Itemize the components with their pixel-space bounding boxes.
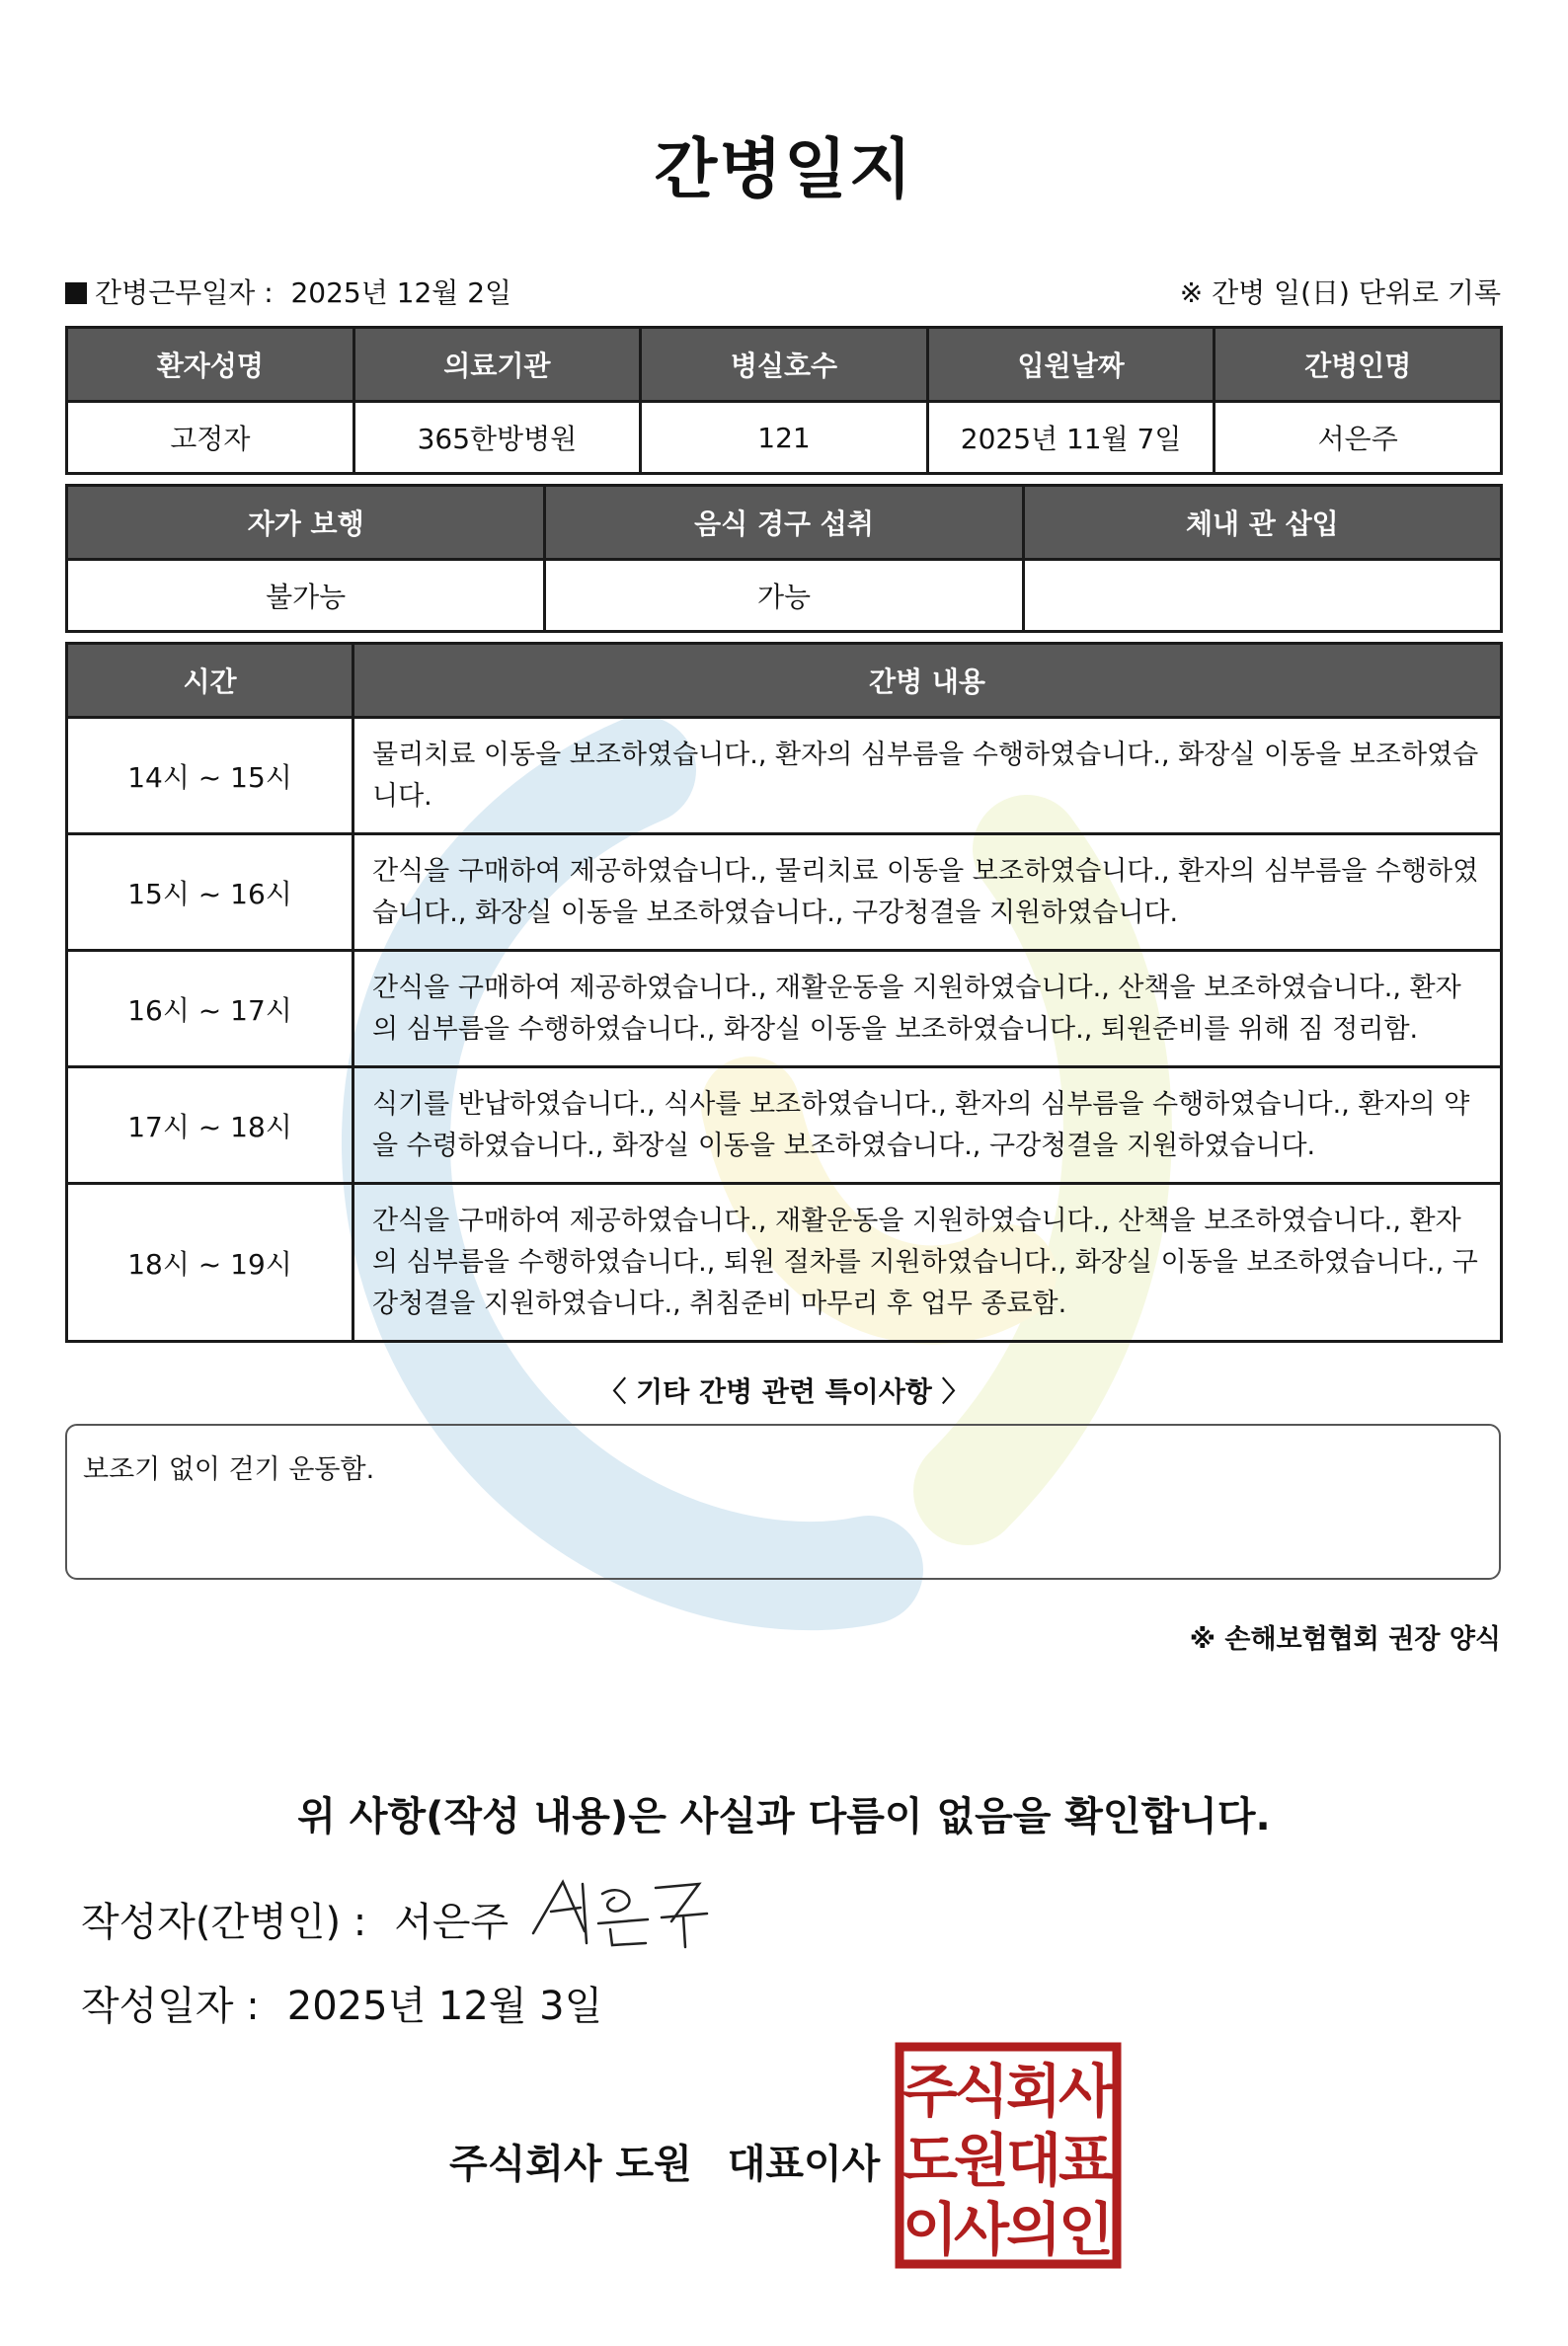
work-date — [65, 272, 511, 311]
square-bullet-icon — [65, 282, 87, 304]
patient-info-table — [65, 326, 1503, 475]
content-cell: 식기를 반납하였습니다., 식사를 보조하였습니다., 환자의 심부름을 수행하였습니다., 환자의 약을 수령하였습니다., 화장실 이동을 보조하였습니다., 구강청결을 지원하였습니다. — [353, 1067, 1502, 1184]
svg-text:원: 원 — [953, 2127, 1010, 2194]
table-row — [67, 1184, 1502, 1342]
company-seal-stamp — [895, 2042, 1122, 2269]
header-care-content: 간병 내용 — [353, 644, 1502, 718]
header-patient-name: 환자성명 — [67, 328, 354, 402]
writer-name: 서은주 — [394, 1900, 510, 1945]
svg-text:식: 식 — [953, 2058, 1010, 2125]
svg-text:도: 도 — [902, 2127, 959, 2194]
company-name: 주식회사 도원 — [449, 2142, 692, 2187]
header-oral-intake: 음식 경구 섭취 — [545, 486, 1023, 560]
svg-text:대: 대 — [1005, 2127, 1062, 2194]
written-date-label: 작성일자 : — [81, 1984, 260, 2029]
writer-line — [81, 1891, 509, 1947]
time-cell: 17시 ~ 18시 — [67, 1067, 353, 1184]
svg-text:주: 주 — [902, 2058, 959, 2125]
written-date-value: 2025년 12월 3일 — [286, 1984, 603, 2029]
header-admission-date: 입원날짜 — [927, 328, 1215, 402]
table-row — [67, 834, 1502, 951]
header-room: 병실호수 — [641, 328, 928, 402]
content-cell: 물리치료 이동을 보조하였습니다., 환자의 심부름을 수행하였습니다., 화장실 이동을 보조하였습니다. — [353, 718, 1502, 834]
svg-text:의: 의 — [1005, 2196, 1062, 2263]
confirmation-statement: 위 사항(작성 내용)은 사실과 다름이 없음을 확인합니다. — [297, 1794, 1271, 1839]
time-cell: 18시 ~ 19시 — [67, 1184, 353, 1342]
work-date-value: 2025년 12월 2일 — [290, 276, 512, 309]
tube-status — [1023, 560, 1501, 632]
svg-text:표: 표 — [1058, 2127, 1115, 2194]
header-caregiver: 간병인명 — [1215, 328, 1502, 402]
time-cell: 15시 ~ 16시 — [67, 834, 353, 951]
oral-intake-status: 가능 — [545, 560, 1023, 632]
company-line — [449, 2133, 880, 2189]
svg-text:사: 사 — [1058, 2058, 1115, 2125]
svg-text:인: 인 — [1058, 2196, 1115, 2263]
unit-note: ※ 간병 일(日) 단위로 기록 — [1179, 276, 1501, 309]
writer-label: 작성자(간병인) : — [81, 1900, 367, 1945]
svg-text:회: 회 — [1005, 2058, 1062, 2125]
form-note: ※ 손해보험협회 권장 양식 — [1189, 1624, 1501, 1655]
header-walking: 자가 보행 — [67, 486, 545, 560]
handwritten-signature — [523, 1874, 711, 1953]
time-cell: 14시 ~ 15시 — [67, 718, 353, 834]
svg-text:이: 이 — [902, 2196, 959, 2263]
time-cell: 16시 ~ 17시 — [67, 951, 353, 1067]
notes-title: 〈 기타 간병 관련 특이사항 〉 — [598, 1375, 970, 1408]
work-date-label: 간병근무일자 : — [95, 276, 274, 309]
care-log-table — [65, 642, 1503, 1343]
company-rep: 대표이사 — [727, 2142, 881, 2187]
table-row — [67, 951, 1502, 1067]
header-tube: 체내 관 삽입 — [1023, 486, 1501, 560]
admission-date: 2025년 11월 7일 — [927, 402, 1215, 474]
notes-box: 보조기 없이 걷기 운동함. — [65, 1424, 1501, 1580]
content-cell: 간식을 구매하여 제공하였습니다., 재활운동을 지원하였습니다., 산책을 보조하였습니다., 환자의 심부름을 수행하였습니다., 퇴원 절차를 지원하였습니다., 화장실 이동을 보조하였습니다., 구강청결을 지원하였습니다., 취침준비 마무리 후 업무 종료함. — [353, 1184, 1502, 1342]
room-number: 121 — [641, 402, 928, 474]
hospital-name: 365한방병원 — [353, 402, 641, 474]
walking-status: 불가능 — [67, 560, 545, 632]
svg-text:사: 사 — [953, 2196, 1010, 2263]
patient-status-table — [65, 484, 1503, 633]
table-row — [67, 718, 1502, 834]
caregiver-name: 서은주 — [1215, 402, 1502, 474]
page-title: 간병일지 — [654, 131, 914, 207]
header-time: 시간 — [67, 644, 353, 718]
header-hospital: 의료기관 — [353, 328, 641, 402]
content-cell: 간식을 구매하여 제공하였습니다., 물리치료 이동을 보조하였습니다., 환자의 심부름을 수행하였습니다., 화장실 이동을 보조하였습니다., 구강청결을 지원하였습니다. — [353, 834, 1502, 951]
content-cell: 간식을 구매하여 제공하였습니다., 재활운동을 지원하였습니다., 산책을 보조하였습니다., 환자의 심부름을 수행하였습니다., 화장실 이동을 보조하였습니다., 퇴원준비를 위해 짐 정리함. — [353, 951, 1502, 1067]
table-row — [67, 1067, 1502, 1184]
patient-name: 고정자 — [67, 402, 354, 474]
written-date-line — [81, 1975, 602, 2031]
